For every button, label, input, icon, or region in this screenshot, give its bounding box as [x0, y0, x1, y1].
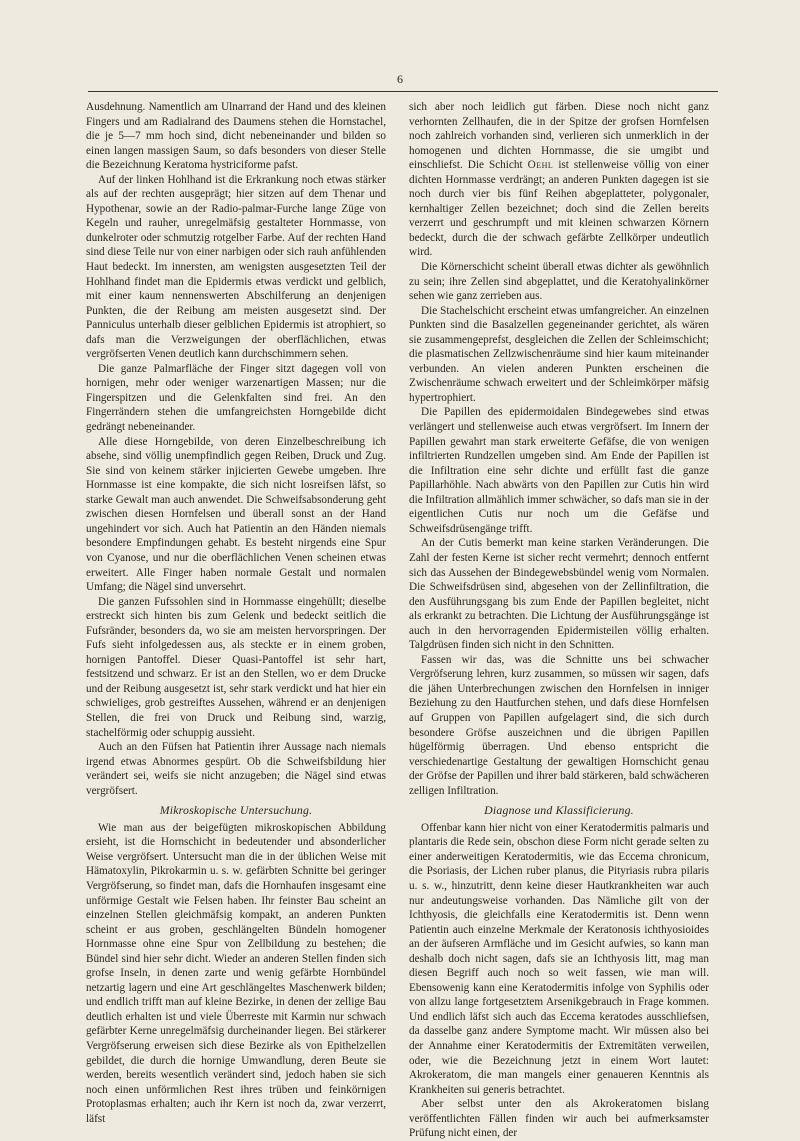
paragraph: Auf der linken Hohlhand ist die Erkrankung noch etwas stärker als auf der rechten ausgeprägt; hier sitzen auf dem Thenar und Hypothenar, sowie an der Radio-palmar-Furche lange Züge von Kegeln und rauher, unregelmäfsig gestalteter Hornmasse, von dunkelroter oder schmutzig rotgelber Farbe. Auf der rechten Hand sind diese Teile nur von einer narbigen oder sich rauh anfühlenden Haut bedeckt. Im innersten, am wenigsten ausgesetzten Teil der Hohlhand findet man die Epidermis etwas verdickt und gelblich, mit einer kaum nennenswerten Abschilferung an denjenigen Punkten, die der Reibung am meisten ausgesetzt sind. Der Panniculus unterhalb dieser gelblichen Epidermis ist atrophiert, so dafs man die Verzweigungen der oberflächlichen, etwas vergröfserten Venen deutlich kann durchschimmern sehen.	[86, 173, 386, 361]
paragraph-text: ist stellenweise völlig von einer dichten Hornmasse verdrängt; an anderen Punkten dagegen ist sie noch durch vier bis fünf Reihen abgeplatteter, polygonaler, kernhaltiger Zellen bezeichnet; doch sind die Zellen bereits verzerrt und geschrumpft und mit kleinen schwarzen Körnern bedeckt, durch die der schwach gefärbte Zellkörper undeutlich wird.	[409, 159, 710, 259]
left-column	[86, 100, 386, 1126]
paragraph	[409, 100, 709, 260]
paragraph: Alle diese Horngebilde, von deren Einzelbeschreibung ich absehe, sind völlig unempfindlich gegen Reiben, Druck und Zug. Sie sind von keinem stärker injicierten Gewebe umgeben. Ihre Hornmasse ist eine kompakte, die sich nicht losreifsen läfst, so starke Gewalt man auch anwendet. Die Schweifsabsonderung geht zwischen diesen Hornfelsen und überall sonst an der Hand ungehindert vor sich. Auch hat Patientin an den Händen niemals besondere Empfindungen gehabt. Es besteht nirgends eine Spur von Cyanose, und nur die oberflächlichen Venen scheinen etwas erweitert. Alle Finger haben normale Gestalt und normalen Umfang; die Nägel sind unversehrt.	[86, 435, 386, 594]
section-heading: Diagnose und Klassificierung.	[484, 803, 634, 818]
paragraph: Die Stachelschicht erscheint etwas umfangreicher. An einzelnen Punkten sind die Basalzellen gegeneinander gerichtet, als wären sie zusammengeprefst, desgleichen die Zellen der Schleimschicht; die plasmatischen Zellzwischenräume sind hier kaum miteinander verbunden. An vielen anderen Punkten erscheinen die Zwischenräume schwach erweitert und der Schleimkörper mäfsig hypertrophiert.	[409, 304, 709, 404]
paragraph: Offenbar kann hier nicht von einer Keratodermitis palmaris und plantaris die Rede sein, obschon diese Form nicht gerade selten zu einer anderweitigen Keratodermitis, wie das Eccema chronicum, die Psoriasis, der Lichen ruber planus, die Pityriasis rubra pilaris u. s. w., hinzutritt, denn keine dieser Hautkrankheiten war auch nur andeutungsweise vorhanden. Das Nämliche gilt von der Ichthyosis, die gleichfalls eine Keratodermitis ist. Denn wenn Patientin auch einzelne Merkmale der Keratonosis ichthyosioides an der äufseren Armfläche und im Gesicht aufwies, so kann man deshalb doch nicht sagen, dafs sie an Ichthyosis litt, mag man diesen Begriff auch noch so weit fassen, wie man will. Ebensowenig kann eine Keratodermitis infolge von Syphilis oder von allzu lange fortgesetztem Arsenikgebrauch in Frage kommen. Und endlich läfst sich auch das Eccema keratodes ausschliefsen, da dasselbe ganz andere Symptome macht. Wir müssen also bei der Annahme einer Keratodermitis der Extremitäten verweilen, oder, wie die Bezeichnung jetzt in einem Wort lautet: Akrokeratom, die man mangels einer genaueren Kenntnis als Krankheiten sui generis betrachtet.	[409, 821, 709, 1096]
right-column	[409, 100, 709, 1141]
paragraph: Aber selbst unter den als Akrokeratomen bislang veröffentlichten Fällen finden wir auch bei aufmerksamster Prüfung nicht einen, der	[409, 1098, 709, 1140]
paragraph: An der Cutis bemerkt man keine starken Veränderungen. Die Zahl der festen Kerne ist sicher recht vermehrt; dennoch entfernt sich das Aussehen der Bindegewebsbündel wenig vom Normalen. Die Schweifsdrüsen sind, abgesehen von der Zellinfiltration, die den Ausführungsgang bis zum Ende der Papillen begleitet, nicht als erkrankt zu betrachten. Die Lichtung der Ausführungsgänge ist auch in den hervorragenden Epidermisteilen völlig erhalten. Talgdrüsen finden sich nicht in den Schnitten.	[409, 537, 709, 652]
page-number: 6	[397, 72, 403, 86]
paragraph: Die ganze Palmarfläche der Finger sitzt dagegen voll von hornigen, mehr oder weniger warzenartigen Massen; nur die Fingerspitzen und die Gelenkfalten sind frei. An den Fingerrändern stehen die umfangreichsten Horngebilde dicht gedrängt nebeneinander.	[86, 362, 386, 434]
header-rule	[88, 91, 718, 92]
paragraph: Wie man aus der beigefügten mikroskopischen Abbildung ersieht, ist die Hornschicht in bedeutender und absonderlicher Weise vergröfsert. Untersucht man die in der üblichen Weise mit Hämatoxylin, Pikrokarmin u. s. w. gefärbten Schnitte bei geringer Vergröfserung, so findet man, dafs die Hornhaufen insgesamt eine unförmige Gestalt wie Felsen haben. Ihr feinster Bau scheint an einzelnen Stellen gleichmäfsig kompakt, an anderen Punkten scheint er aus groben, geschlängelten Bündeln homogener Hornmasse ohne eine Spur von Zellbildung zu bestehen; die Bündel sind hier sehr dicht. Wieder an anderen Stellen finden sich grofse Inseln, in denen zarte und wenig gefärbte Hornbündel netzartig lagern und eine Art geschlängeltes Maschenwerk bilden; und endlich trifft man auf kleine Bezirke, in denen der zellige Bau deutlich erhalten ist und viele Überreste mit Karmin nur schwach gefärbter Kerne unregelmäfsig durcheinander liegen. Bei stärkerer Vergröfserung erweisen sich diese Bezirke als von Epithelzellen gebildet, die durch die hornige Umwandlung, deren Beute sie werden, bereits wesentlich verändert sind, jedoch haben sie sich noch einen unförmlichen Rest ihres trüben und feinkörnigen Protoplasmas erhalten; auch ihr Kern ist noch da, zwar verzerrt, läfst	[86, 821, 386, 1125]
author-name: Oehl	[527, 159, 554, 172]
section-heading: Mikroskopische Untersuchung.	[159, 803, 313, 818]
paragraph: Fassen wir das, was die Schnitte uns bei schwacher Vergröfserung lehren, kurz zusammen, so müssen wir sagen, dafs die jähen Unterbrechungen zwischen den Hornfelsen in inniger Beziehung zu den Hautfurchen stehen, und dafs diese Hornfelsen auf Gruppen von Papillen aufgelagert sind, die sich durch besondere Gröfse auszeichnen und die übrigen Papillen hügelförmig überragen. Und ebenso entspricht die verschiedenartige Gestaltung der gewaltigen Hornschicht genau der Gröfse der Papillen und ihrer bald stärkeren, bald schwächeren zelligen Infiltration.	[409, 653, 709, 797]
paragraph: Die ganzen Fufssohlen sind in Hornmasse eingehüllt; dieselbe erstreckt sich hinten bis zum Gelenk und bedeckt seitlich die Fufsränder, besonders da, wo sie am meisten hervorspringen. Der Fufs sieht infolgedessen aus, als steckte er in einem groben, hornigen Pantoffel. Dieser Quasi-Pantoffel ist sehr hart, festsitzend und schwarz. Er ist an den Stellen, wo er dem Drucke und der Reibung ausgesetzt ist, sehr stark verdickt und hat hier ein schwieliges, grob gestreiftes Aussehen, während er an denjenigen Stellen, die frei von Druck und Reibung sind, warzig, stachelförmig oder schuppig aussieht.	[86, 595, 386, 739]
paragraph: Auch an den Füfsen hat Patientin ihrer Aussage nach niemals irgend etwas Abnormes gespürt. Ob die Schweifsbildung hier verändert sei, weifs sie nicht anzugeben; die Nägel sind etwas vergröfsert.	[86, 741, 386, 797]
paragraph: Ausdehnung. Namentlich am Ulnarrand der Hand und des kleinen Fingers und am Radialrand des Daumens stehen die Hornstachel, die je 5—7 mm hoch sind, dicht nebeneinander und bilden so einen langen massigen Saum, so dafs besonders von dieser Stelle die Bezeichnung Keratoma hystriciforme pafst.	[86, 101, 386, 172]
paragraph: Die Körnerschicht scheint überall etwas dichter als gewöhnlich zu sein; ihre Zellen sind abgeplattet, und die Keratohyalinkörner sehen wie ganz zerrieben aus.	[409, 261, 709, 303]
paragraph: Die Papillen des epidermoidalen Bindegewebes sind etwas verlängert und stellenweise auch etwas vergröfsert. Im Innern der Papillen gewahrt man stark erweiterte Gefäfse, die von wenigen infiltrierten Rundzellen umgeben sind. Am Ende der Papillen ist die Infiltration eine sehr dichte und erfüllt fast die ganze Papillarhöhle. Nach abwärts von den Papillen zur Cutis hin wird die Infiltration allmählich immer schwächer, so dafs man sie in der eigentlichen Cutis nur noch um die Gefäfse und Schweifsdrüsengänge trifft.	[409, 406, 709, 535]
paragraph-text: sich aber noch leidlich gut färben. Diese noch nicht ganz verhornten Zellhaufen, die in der Spitze der grofsen Hornfelsen noch zahlreich vorhanden sind, verlieren sich unmerklich in der homogenen und dichten Hornmasse, die sie umgibt und einschliefst. Die Schicht	[409, 101, 709, 172]
